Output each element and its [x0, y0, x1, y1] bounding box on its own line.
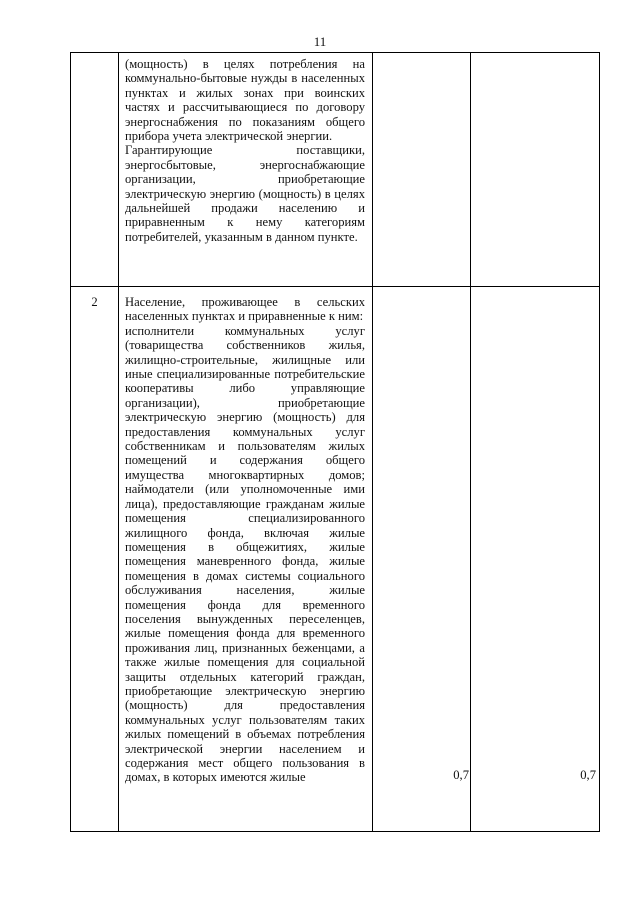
row-number: 2 [91, 295, 98, 309]
page-number: 11 [313, 34, 327, 49]
description-paragraph: Население, проживающее в сельских населенных пунктах и приравненные к ним: [125, 295, 365, 324]
row-divider [70, 286, 600, 287]
table-border-left [70, 52, 71, 832]
description-paragraph: Гарантирующие поставщики, энергосбытовые, энергоснабжающие организации, приобретающие электрическую энергию (мощность) в целях дальнейшей продажи населению и приравненным к нему категориям потребителей, указанным в данном пункте. [125, 143, 365, 244]
row-description [125, 57, 365, 244]
table-border-top [70, 52, 600, 53]
row-description [125, 295, 365, 785]
column-divider-1 [118, 52, 119, 832]
value-cell: 0,7 [453, 768, 469, 782]
table-border-right [599, 52, 600, 832]
column-divider-2 [372, 52, 373, 832]
description-paragraph: исполнители коммунальных услуг (товарищества собственников жилья, жилищно-строительные, жилищные или иные специализированные потребительские кооперативы либо управляющие организации), приобретающие электрическую энергию (мощность) для предоставления коммунальных услуг собственникам и пользователям жилых помещений и содержания общего имущества многоквартирных домов; наймодатели (или уполномоченные ими лица), предоставляющие гражданам жилые помещения специализированного жилищного фонда, включая жилые помещения в общежитиях, жилые помещения маневренного фонда, жилые помещения в домах системы социального обслуживания населения, жилые помещения фонда для временного поселения вынужденных переселенцев, жилые помещения фонда для временного проживания лиц, признанных беженцами, а также жилые помещения для социальной защиты отдельных категорий граждан, приобретающие электрическую энергию (мощность) для предоставления коммунальных услуг пользователям таких жилых помещений в объемах потребления электрической энергии населением и содержания мест общего пользования в домах, в которых имеются жилые [125, 323, 365, 785]
description-paragraph: (мощность) в целях потребления на коммунально-бытовые нужды в населенных пунктах и жилых зонах при воинских частях и рассчитывающиеся по договору энергоснабжения по показаниям общего прибора учета электрической энергии. [125, 57, 365, 144]
value-cell: 0,7 [580, 768, 596, 782]
column-divider-3 [470, 52, 471, 832]
table-border-bottom [70, 831, 600, 832]
